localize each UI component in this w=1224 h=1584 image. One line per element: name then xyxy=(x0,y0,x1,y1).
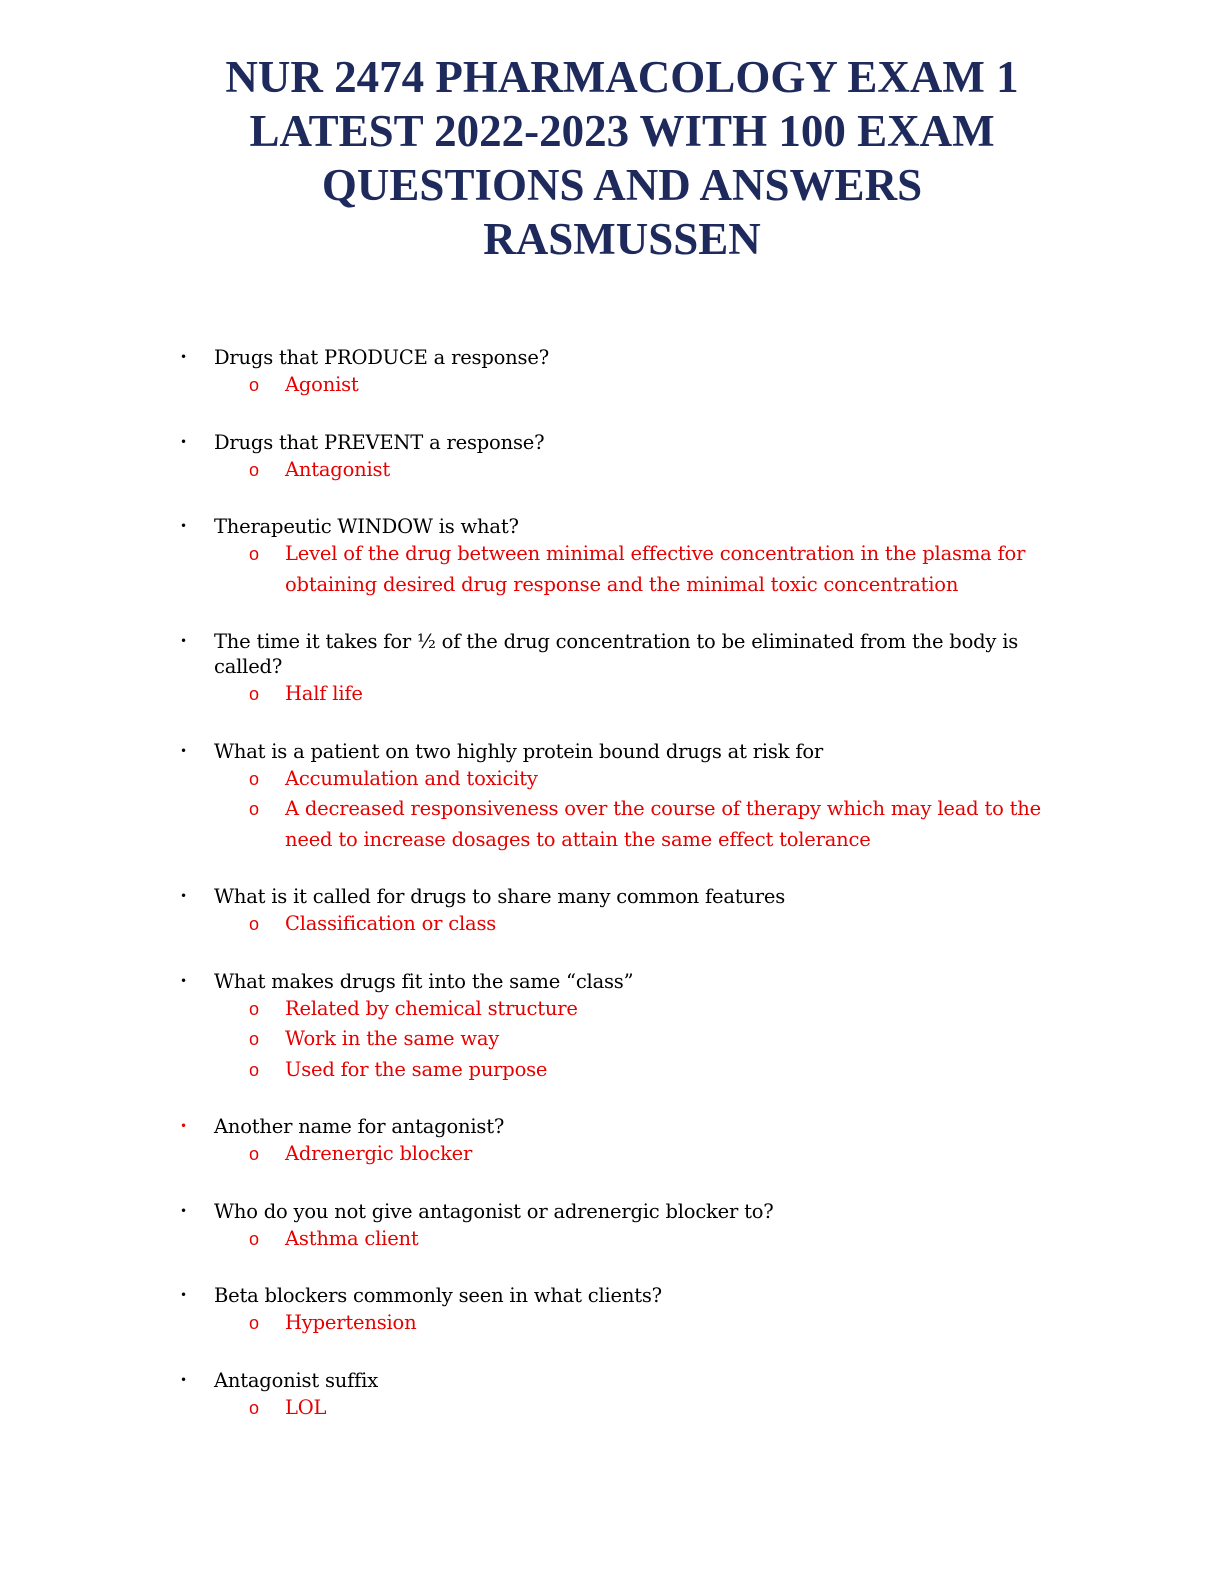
circle-bullet-icon: o xyxy=(249,914,259,934)
qa-item xyxy=(0,739,1224,856)
answer-text: Half life xyxy=(285,682,363,705)
question-text: Antagonist suffix xyxy=(214,1368,378,1392)
question-text: Another name for antagonist? xyxy=(214,1115,505,1138)
circle-bullet-icon: o xyxy=(249,1144,259,1164)
answer xyxy=(0,679,1224,710)
question xyxy=(0,430,1224,455)
answer xyxy=(0,794,1224,855)
document-title xyxy=(120,50,1124,266)
qa-item xyxy=(0,514,1224,600)
answer-text: Asthma client xyxy=(285,1226,419,1250)
circle-bullet-icon: o xyxy=(249,799,259,819)
answer-text: Classification or class xyxy=(285,912,497,935)
question-text: The time it takes for ½ of the drug concentration to be eliminated from the body is called? xyxy=(214,630,1019,678)
answer-text: Level of the drug between minimal effective concentration in the plasma for obtaining desired drug response and the minimal toxic concentration xyxy=(285,542,1026,596)
question xyxy=(0,1114,1224,1139)
qa-item xyxy=(0,1199,1224,1255)
answer-text: LOL xyxy=(285,1395,327,1419)
answer xyxy=(0,1393,1224,1424)
answer xyxy=(0,539,1224,600)
circle-bullet-icon: o xyxy=(249,768,259,789)
question xyxy=(0,345,1224,370)
question-text: What is it called for drugs to share many common features xyxy=(214,885,786,908)
bullet-icon: • xyxy=(180,1119,187,1133)
question xyxy=(0,739,1224,764)
qa-item xyxy=(0,1368,1224,1424)
answer xyxy=(0,764,1224,795)
circle-bullet-icon: o xyxy=(249,375,259,395)
answer-text: Antagonist xyxy=(285,457,390,481)
question-text: Drugs that PRODUCE a response? xyxy=(214,346,549,369)
circle-bullet-icon: o xyxy=(249,1228,259,1249)
bullet-icon: • xyxy=(180,350,187,364)
answer xyxy=(0,1055,1224,1086)
question xyxy=(0,629,1224,679)
title-line: RASMUSSEN xyxy=(483,214,761,264)
question-text: Beta blockers commonly seen in what clients? xyxy=(214,1284,662,1307)
answer xyxy=(0,1308,1224,1339)
answer-text: Adrenergic blocker xyxy=(285,1142,473,1165)
answer-text: Used for the same purpose xyxy=(285,1057,548,1081)
qa-item xyxy=(0,345,1224,401)
bullet-icon: • xyxy=(180,1288,187,1302)
qa-item xyxy=(0,430,1224,486)
question-text: What makes drugs fit into the same “class” xyxy=(214,969,634,993)
answer-text: Hypertension xyxy=(285,1311,417,1334)
title-line: QUESTIONS AND ANSWERS xyxy=(321,160,923,210)
bullet-icon: • xyxy=(180,973,187,988)
qa-item xyxy=(0,629,1224,710)
question-text: What is a patient on two highly protein bound drugs at risk for xyxy=(214,739,824,763)
answer-text: A decreased responsiveness over the course of therapy which may lead to the need to increase dosages to attain the same effect tolerance xyxy=(285,797,1041,851)
qa-item xyxy=(0,1283,1224,1339)
bullet-icon: • xyxy=(180,434,187,449)
question xyxy=(0,1199,1224,1224)
answer-text: Agonist xyxy=(285,373,359,396)
bullet-icon: • xyxy=(180,889,187,903)
answer xyxy=(0,994,1224,1025)
question-text: Drugs that PREVENT a response? xyxy=(214,430,545,454)
qa-item xyxy=(0,884,1224,940)
bullet-icon: • xyxy=(180,743,187,758)
question xyxy=(0,1283,1224,1308)
circle-bullet-icon: o xyxy=(249,1029,259,1049)
question-text: Therapeutic WINDOW is what? xyxy=(214,515,519,538)
circle-bullet-icon: o xyxy=(249,544,259,564)
answer-text: Work in the same way xyxy=(285,1027,500,1050)
bullet-icon: • xyxy=(180,519,187,533)
circle-bullet-icon: o xyxy=(249,684,259,704)
question xyxy=(0,969,1224,994)
answer-text: Related by chemical structure xyxy=(285,996,578,1020)
title-line: NUR 2474 PHARMACOLOGY EXAM 1 xyxy=(225,52,1019,102)
question-text: Who do you not give antagonist or adrenergic blocker to? xyxy=(214,1199,774,1223)
question xyxy=(0,1368,1224,1393)
answer xyxy=(0,1224,1224,1255)
answer xyxy=(0,909,1224,940)
bullet-icon: • xyxy=(180,1203,187,1218)
qa-item xyxy=(0,1114,1224,1170)
question-answer-list xyxy=(0,345,1224,1452)
circle-bullet-icon: o xyxy=(249,1397,259,1418)
answer-text: Accumulation and toxicity xyxy=(285,766,538,790)
qa-item xyxy=(0,969,1224,1086)
circle-bullet-icon: o xyxy=(249,459,259,480)
title-line: LATEST 2022-2023 WITH 100 EXAM xyxy=(249,106,995,156)
circle-bullet-icon: o xyxy=(249,1313,259,1333)
answer xyxy=(0,370,1224,401)
answer xyxy=(0,1139,1224,1170)
bullet-icon: • xyxy=(180,634,187,648)
question xyxy=(0,514,1224,539)
answer xyxy=(0,1024,1224,1055)
circle-bullet-icon: o xyxy=(249,998,259,1019)
circle-bullet-icon: o xyxy=(249,1059,259,1080)
bullet-icon: • xyxy=(180,1372,187,1387)
question xyxy=(0,884,1224,909)
answer xyxy=(0,455,1224,486)
